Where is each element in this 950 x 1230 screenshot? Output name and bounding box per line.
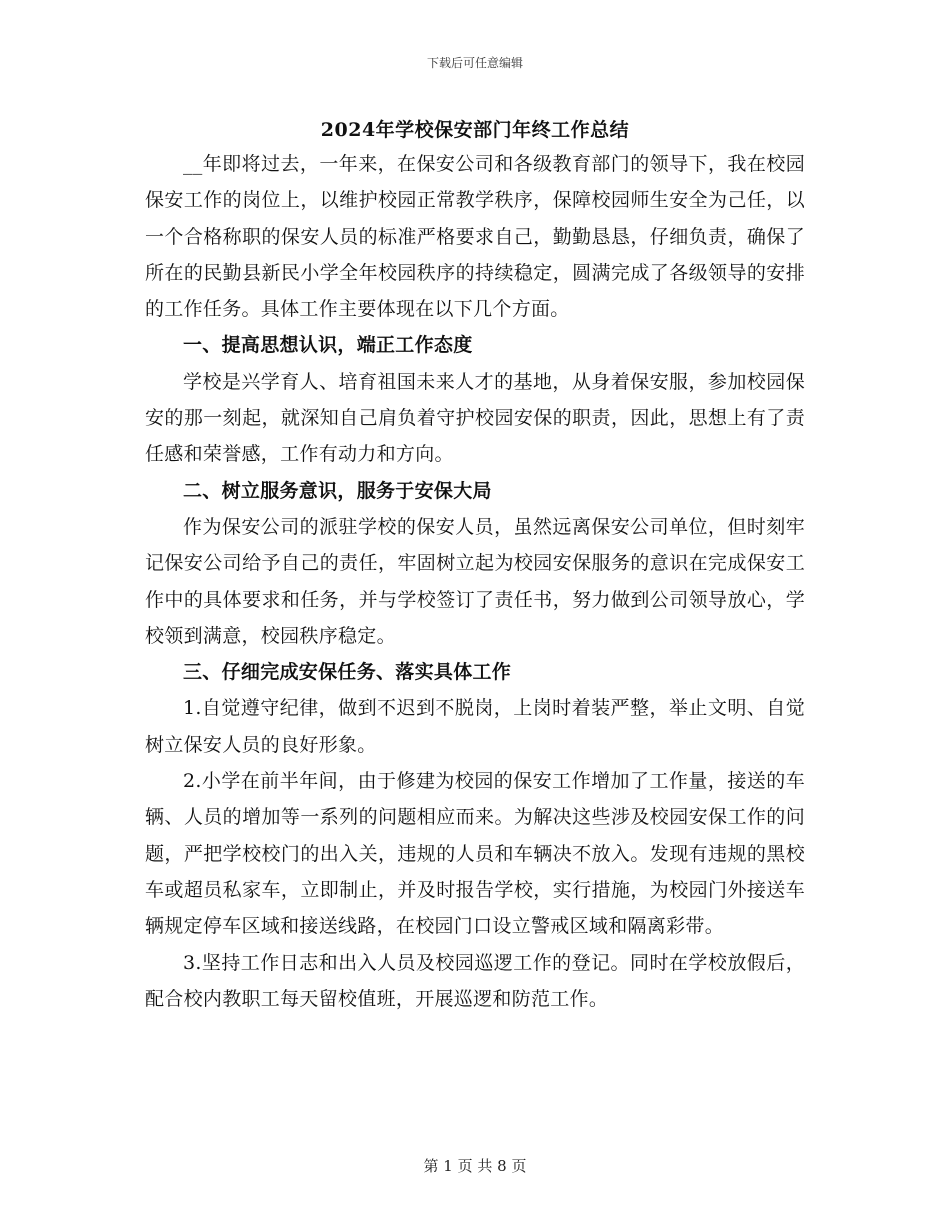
- section-heading-3: 三、仔细完成安保任务、落实具体工作: [183, 661, 512, 684]
- intro-paragraph: __年即将过去，一年来，在保安公司和各级教育部门的领导下，我在校园保安工作的岗位上，以维护校园正常教学秩序，保障校园师生安全为己任，以一个合格称职的保安人员的标准严格要求自己，勤勤恳恳，仔细负责，确保了所在的民勤县新民小学全年校园秩序的持续稳定，圆满完成了各级领导的安排的工作任务。具体工作主要体现在以下几个方面。: [145, 153, 805, 321]
- document-body: [145, 146, 805, 1017]
- task-item-2: 2.小学在前半年间，由于修建为校园的保安工作增加了工作量，接送的车辆、人员的增加等一系列的问题相应而来。为解决这些涉及校园安保工作的问题，严把学校校门的出入关，违规的人员和车辆决不放入。发现有违规的黑校车或超员私家车，立即制止，并及时报告学校，实行措施，为校园门外接送车辆规定停车区域和接送线路，在校园门口设立警戒区域和隔离彩带。: [145, 770, 805, 938]
- task-item-1: 1.自觉遵守纪律，做到不迟到不脱岗，上岗时着装严整，举止文明、自觉树立保安人员的良好形象。: [145, 697, 805, 756]
- section-1-paragraph: 学校是兴学育人、培育祖国未来人才的基地，从身着保安服，参加校园保安的那一刻起，就深知自己肩负着守护校园安保的职责，因此，思想上有了责任感和荣誉感，工作有动力和方向。: [145, 370, 805, 466]
- header-note: 下载后可任意编辑: [426, 56, 523, 70]
- section-heading-1: 一、提高思想认识，端正工作态度: [183, 334, 473, 357]
- section-2-paragraph: 作为保安公司的派驻学校的保安人员，虽然远离保安公司单位，但时刻牢记保安公司给予自己的责任，牢固树立起为校园安保服务的意识在完成保安工作中的具体要求和任务，并与学校签订了责任书，努力做到公司领导放心，学校领到满意，校园秩序稳定。: [145, 515, 805, 647]
- document-title: 2024年学校保安部门年终工作总结: [320, 119, 630, 141]
- task-item-3: 3.坚持工作日志和出入人员及校园巡逻工作的登记。同时在学校放假后，配合校内教职工每天留校值班，开展巡逻和防范工作。: [145, 951, 805, 1010]
- page-footer: 第 1 页 共 8 页: [423, 1157, 527, 1175]
- section-heading-2: 二、树立服务意识，服务于安保大局: [183, 479, 492, 502]
